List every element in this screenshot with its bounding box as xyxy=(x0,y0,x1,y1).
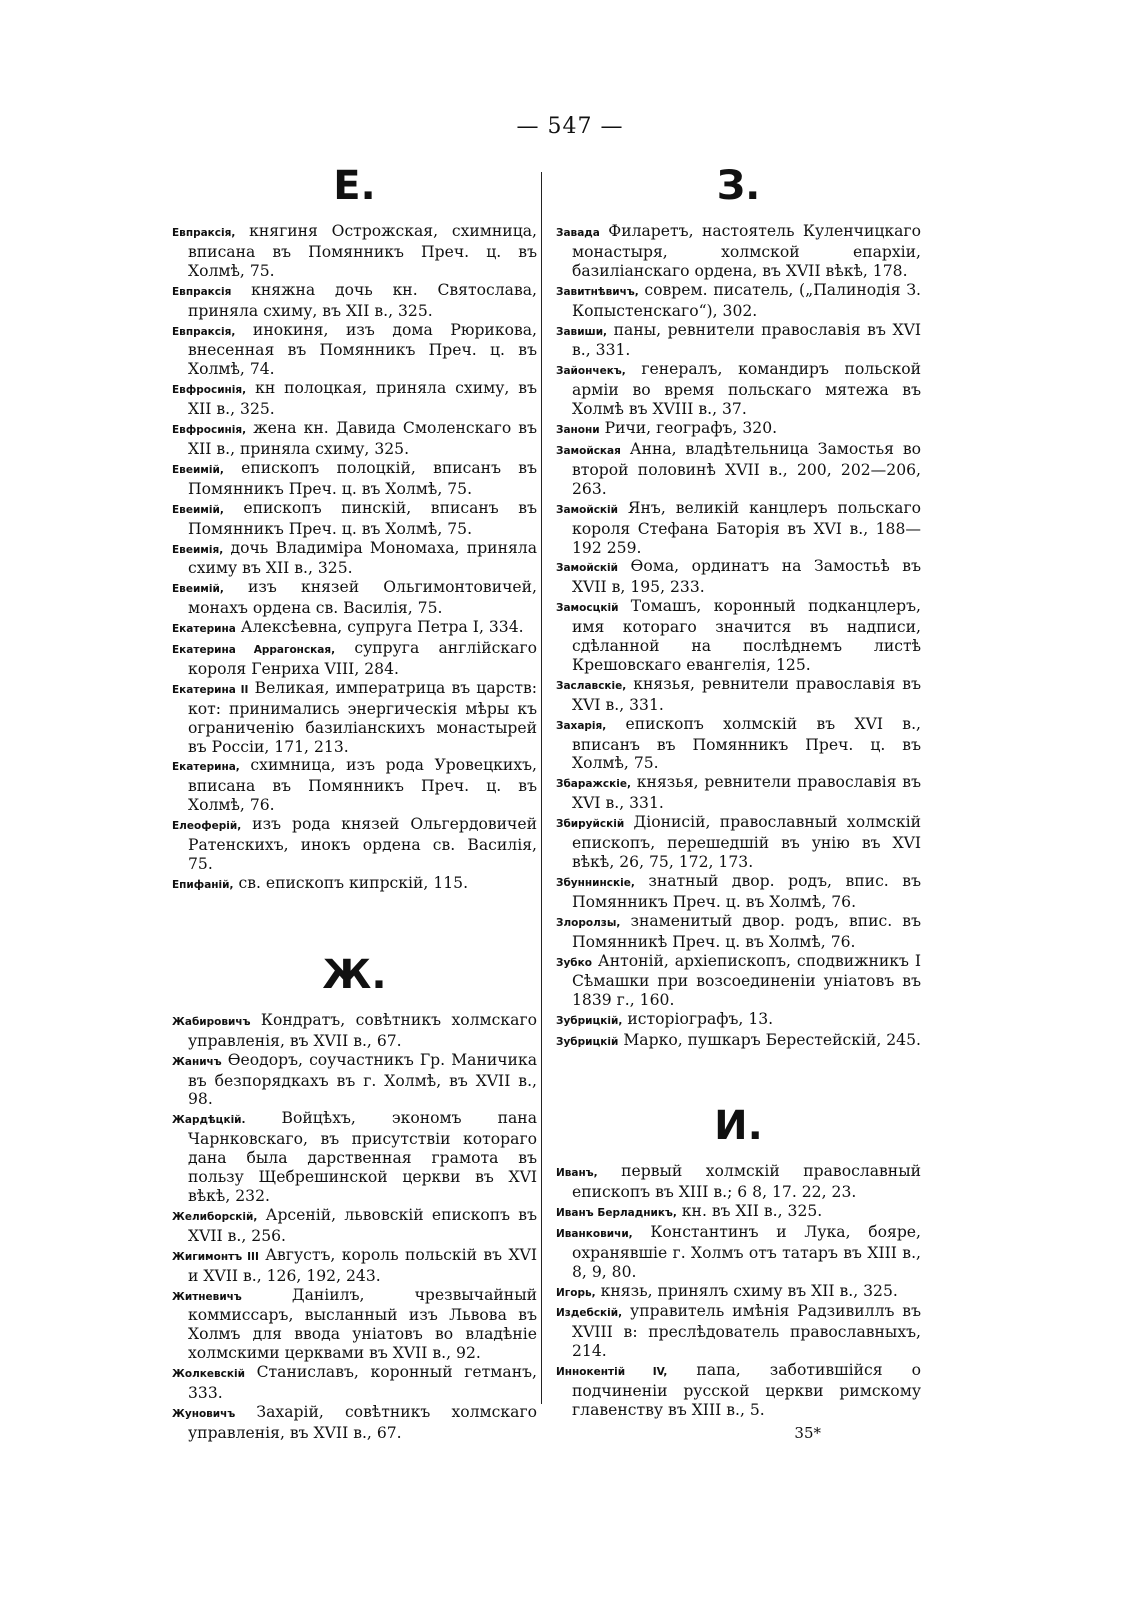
section-letter-zh: Ж. xyxy=(322,951,387,998)
entry-headword: Збаражскіе, xyxy=(556,778,631,791)
entry-headword: Заславскіе, xyxy=(556,679,627,692)
entry-text: князь, принялъ схиму въ XII в., 325. xyxy=(595,1281,898,1300)
entry-text: Ѳома, ординатъ на Замостьѣ въ XVII в, 195, 233. xyxy=(572,557,921,597)
entry-text: исторіографъ, 13. xyxy=(622,1010,774,1029)
index-entry xyxy=(172,618,537,639)
index-entry xyxy=(556,1031,921,1052)
entry-headword: Евеимій, xyxy=(172,463,224,476)
entry-text: Ѳеодоръ, соучастникъ Гр. Маничика въ безпорядкахъ въ г. Холмѣ, въ XVII в., 98. xyxy=(188,1050,537,1109)
entry-text: супруга англійскаго короля Генриха VIII, 284. xyxy=(188,639,537,678)
index-entry xyxy=(172,1286,537,1364)
index-entry xyxy=(172,578,537,618)
entry-text: схимница, изъ рода Уровецкихъ, вписана въ Помянникъ Преч. ц. въ Холмѣ, 76. xyxy=(188,756,537,815)
entry-headword: Екатерина Аррагонская, xyxy=(172,644,336,657)
entry-headword: Жардѣцкій. xyxy=(172,1114,246,1127)
entry-text: епископъ холмскій въ XVI в., вписанъ въ Помянникъ Преч. ц. въ Холмѣ, 75. xyxy=(572,714,921,773)
index-entry xyxy=(172,1246,537,1286)
index-entry xyxy=(172,419,537,459)
index-entry xyxy=(556,1223,921,1282)
entry-headword: Евеимій, xyxy=(172,503,224,516)
entry-headword: Иванъ, xyxy=(556,1167,598,1180)
entry-text: Захарій, совѣтникъ холмскаго управленія, въ XVII в., 67. xyxy=(188,1402,537,1442)
entry-headword: Жолкевскій xyxy=(172,1368,245,1381)
entry-text: Діонисій, православный холмскій епископъ, перешедшій въ унію въ XVI вѣкѣ, 26, 75, 172, 173. xyxy=(572,813,921,871)
entry-headword: Евпраксія, xyxy=(172,325,236,338)
entry-headword: Замосцкій xyxy=(556,602,619,615)
entry-headword: Иванъ Берладникъ, xyxy=(556,1206,677,1219)
entry-headword: Замойскій xyxy=(556,562,619,575)
entry-text: Кондратъ, совѣтникъ холмскаго управленія, въ XVII в., 67. xyxy=(188,1010,537,1050)
index-entry xyxy=(556,912,921,952)
entry-text: изъ рода князей Ольгердовичей Ратенскихъ, инокъ ордена св. Василія, 75. xyxy=(188,815,537,873)
entry-text: князья, ревнители православія въ XVI в., 331. xyxy=(572,773,921,813)
entry-headword: Зубрицкій, xyxy=(556,1015,623,1028)
entry-headword: Екатерина xyxy=(172,623,236,636)
entries-z xyxy=(556,222,921,1052)
index-entry xyxy=(556,1361,921,1420)
entry-headword: Захарія, xyxy=(556,719,607,732)
entry-headword: Евфросинія, xyxy=(172,424,247,437)
index-entry xyxy=(172,1109,537,1206)
entry-text: епископъ полоцкій, вписанъ въ Помянникъ Преч. ц. въ Холмѣ, 75. xyxy=(188,458,537,498)
index-entry xyxy=(556,1010,921,1031)
index-entry xyxy=(556,675,921,715)
entry-text: Анна, владѣтельница Замостья во второй половинѣ XVII в., 200, 202—206, 263. xyxy=(572,439,921,498)
entry-headword: Завиши, xyxy=(556,325,608,338)
page-number: — 547 — xyxy=(516,114,624,139)
index-entry xyxy=(556,952,921,1011)
entry-text: св. епископъ кипрскій, 115. xyxy=(233,873,469,892)
entry-headword: Збуннинскіе, xyxy=(556,876,635,889)
entry-headword: Иннокентій IV, xyxy=(556,1366,668,1379)
entry-text: Даніилъ, чрезвычайный коммиссаръ, высланный изъ Львова въ Холмъ для ввода уніатовъ во владѣніе холмскими церквами въ XVII в., 92. xyxy=(188,1285,537,1363)
index-entry xyxy=(172,281,537,321)
entry-headword: Евфросинія, xyxy=(172,384,247,397)
entry-text: Антоній, архіепископъ, сподвижникъ I Сѣмашки при возсоединеніи уніатовъ въ 1839 г., 160. xyxy=(572,951,921,1010)
index-entry xyxy=(556,321,921,361)
entry-headword: Завитнѣвичъ, xyxy=(556,285,639,298)
entries-i xyxy=(556,1162,921,1420)
index-entry xyxy=(172,379,537,419)
section-letter-i: И. xyxy=(714,1103,763,1150)
index-entry xyxy=(172,874,537,895)
index-entry xyxy=(172,1363,537,1403)
entry-headword: Желиборскій, xyxy=(172,1210,258,1223)
index-entry xyxy=(556,1302,921,1361)
index-entry xyxy=(556,419,921,440)
entry-text: кн. въ XII в., 325. xyxy=(676,1201,823,1220)
entry-text: знатный двор. родъ, впис. въ Помянникъ Преч. ц. въ Холмѣ, 76. xyxy=(572,871,921,911)
section-letter-z: З. xyxy=(716,163,761,209)
entry-text: изъ князей Ольгимонтовичей, монахъ ордена св. Василія, 75. xyxy=(188,578,537,618)
left-column xyxy=(172,150,537,1443)
column-divider xyxy=(541,172,542,1404)
entry-headword: Зайончекъ, xyxy=(556,365,626,378)
index-entry xyxy=(172,1011,537,1051)
index-entry xyxy=(172,1206,537,1246)
entry-text: управитель имѣнія Радзивиллъ въ XVIII в: преслѣдователь православныхъ, 214. xyxy=(572,1302,921,1361)
index-entry xyxy=(172,499,537,539)
entry-text: Филаретъ, настоятель Куленчицкаго монастыря, холмской епархіи, базиліанскаго ордена, въ XVII вѣкѣ, 178. xyxy=(572,222,921,280)
entry-headword: Зубрицкій xyxy=(556,1036,619,1049)
entry-headword: Иванковичи, xyxy=(556,1227,633,1240)
index-entry xyxy=(556,557,921,597)
entry-text: княгиня Острожская, схимница, вписана въ Помянникъ Преч. ц. въ Холмѣ, 75. xyxy=(188,222,537,280)
entry-text: Великая, императрица въ царств: кот: принимались энергическія мѣры къ ограниченію базиліанскихъ монастырей въ Россіи, 171, 213. xyxy=(188,678,537,756)
index-entry xyxy=(556,1282,921,1303)
entries-zh xyxy=(172,1011,537,1443)
entry-headword: Жигимонтъ III xyxy=(172,1250,259,1263)
entry-headword: Елеоферій, xyxy=(172,820,242,833)
index-entry xyxy=(556,1202,921,1223)
index-entry xyxy=(556,773,921,813)
entry-headword: Зубко xyxy=(556,956,592,969)
entry-headword: Житневичъ xyxy=(172,1290,242,1303)
entry-text: паны, ревнители православія въ XVI в., 331. xyxy=(572,320,921,360)
entry-headword: Занони xyxy=(556,424,600,437)
entry-text: генералъ, командиръ польской арміи во время польскаго мятежа въ Холмѣ въ XVIII в., 37. xyxy=(572,360,921,419)
entry-headword: Жабировичъ xyxy=(172,1015,251,1028)
index-entry xyxy=(172,539,537,579)
index-entry xyxy=(172,222,537,281)
entry-headword: Евпраксія, xyxy=(172,227,236,239)
index-entry xyxy=(172,756,537,815)
index-entry xyxy=(172,815,537,874)
section-letter-e: Е. xyxy=(333,163,376,209)
entry-headword: Жуновичъ xyxy=(172,1407,236,1420)
entry-text: первый холмскій православный епископъ въ XIII в.; 6 8, 17. 22, 23. xyxy=(572,1162,921,1201)
index-entry xyxy=(172,679,537,757)
entry-headword: Евпраксія xyxy=(172,285,232,298)
entry-text: дочь Владиміра Мономаха, приняла схиму въ XII в., 325. xyxy=(188,538,537,578)
index-entry xyxy=(556,222,921,281)
index-entry xyxy=(556,360,921,419)
index-entry xyxy=(556,1162,921,1202)
entry-text: папа, заботившійся о подчиненіи русской церкви римскому главенству въ XIII в., 5. xyxy=(572,1361,921,1419)
index-entry xyxy=(172,321,537,380)
entry-headword: Замойская xyxy=(556,444,621,457)
entry-headword: Жаничъ xyxy=(172,1055,222,1068)
entry-text: Алексѣевна, супруга Петра I, 334. xyxy=(235,618,524,637)
index-entry xyxy=(172,459,537,499)
index-entry xyxy=(556,813,921,872)
signature-mark: 35* xyxy=(794,1423,821,1442)
entry-text: Константинъ и Лука, бояре, охранявшіе г. Холмъ отъ татаръ въ XIII в., 8, 9, 80. xyxy=(572,1222,921,1281)
index-entry xyxy=(172,639,537,679)
index-entry xyxy=(172,1051,537,1110)
entry-text: Арсеній, львовскій епископъ въ XVII в., 256. xyxy=(188,1205,537,1245)
entry-text: епископъ пинскій, вписанъ въ Помянникъ Преч. ц. въ Холмѣ, 75. xyxy=(188,498,537,538)
index-entry xyxy=(556,597,921,675)
index-entry xyxy=(556,872,921,912)
entry-text: Войцѣхъ, экономъ пана Чарнковскаго, въ присутствіи котораго дана была дарственная грамота въ пользу Щебрешинской церкви въ XVI вѣкѣ, 232. xyxy=(188,1109,537,1205)
entry-headword: Злоролзы, xyxy=(556,916,621,929)
entry-headword: Евеимія, xyxy=(172,543,224,556)
index-entry xyxy=(556,715,921,774)
index-entry xyxy=(556,499,921,558)
entry-headword: Епифаній, xyxy=(172,878,234,891)
right-column xyxy=(556,150,921,1442)
entry-text: знаменитый двор. родъ, впис. въ Помянникѣ Преч. ц. въ Холмѣ, 76. xyxy=(572,911,921,951)
entry-headword: Збируйскій xyxy=(556,818,625,831)
entry-text: князья, ревнители православія въ XVI в., 331. xyxy=(572,674,921,714)
entry-headword: Екатерина II xyxy=(172,683,249,696)
index-entry xyxy=(172,1403,537,1443)
index-entry xyxy=(556,440,921,499)
entry-text: Янъ, великій канцлеръ польскаго короля Стефана Баторія въ XVI в., 188—192 259. xyxy=(572,498,921,557)
index-entry xyxy=(556,281,921,321)
entry-text: Августъ, король польскій въ XVI и XVII в., 126, 192, 243. xyxy=(188,1245,537,1285)
entry-text: кн полоцкая, приняла схиму, въ XII в., 325. xyxy=(188,379,537,419)
entry-headword: Замойскій xyxy=(556,503,619,516)
entry-headword: Екатерина, xyxy=(172,761,240,774)
entry-headword: Игорь, xyxy=(556,1286,596,1299)
entry-text: княжна дочь кн. Святослава, приняла схиму, въ XII в., 325. xyxy=(188,280,537,320)
entry-text: инокиня, изъ дома Рюрикова, внесенная въ Помянникъ Преч. ц. въ Холмѣ, 74. xyxy=(188,320,537,379)
entry-text: соврем. писатель, („Палинодія З. Копыстенскаго“), 302. xyxy=(572,280,921,320)
entry-text: Томашъ, коронный подканцлеръ, имя котораго значится въ надписи, сдѣланной на послѣднемъ листѣ Крешовскаго евангелія, 125. xyxy=(572,597,921,674)
entry-headword: Издебскій, xyxy=(556,1307,623,1320)
entry-text: Марко, пушкаръ Берестейскій, 245. xyxy=(618,1031,921,1050)
entry-text: Станиславъ, коронный гетманъ, 333. xyxy=(188,1363,537,1403)
entry-text: Ричи, географъ, 320. xyxy=(599,419,778,438)
entry-headword: Завада xyxy=(556,227,600,239)
entry-headword: Евеимій, xyxy=(172,583,224,596)
entry-text: жена кн. Давида Смоленскаго въ XII в., приняла схиму, 325. xyxy=(188,419,537,458)
entries-e xyxy=(172,222,537,895)
